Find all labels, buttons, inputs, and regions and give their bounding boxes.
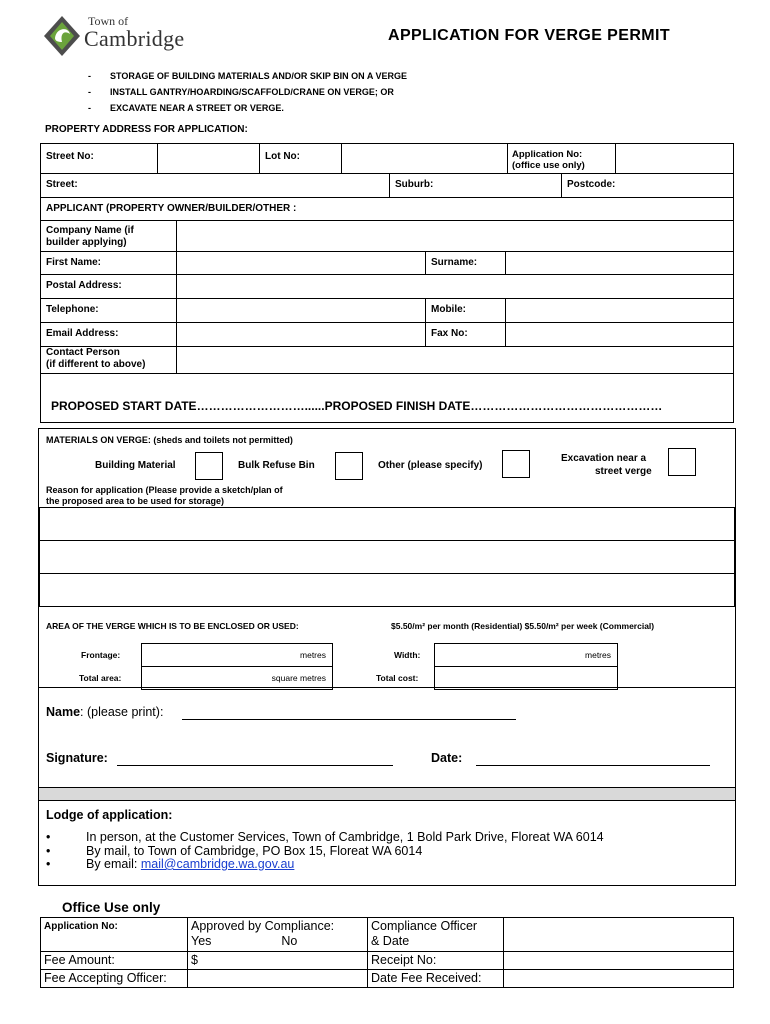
suburb-label: Suburb: (395, 179, 434, 190)
excavation-label-2: street verge (595, 466, 652, 477)
email-field[interactable] (178, 323, 424, 345)
officer-value[interactable] (504, 918, 734, 952)
fee-amount-value[interactable]: $ (188, 952, 368, 970)
date-fee-label: Date Fee Received: (368, 970, 504, 988)
receipt-value[interactable] (504, 952, 734, 970)
lodge-item: • By mail, to Town of Cambridge, PO Box 15, Floreat WA 6014 (46, 843, 423, 858)
other-checkbox[interactable] (502, 450, 530, 478)
logo-small-text: Town of (88, 14, 129, 28)
applicant-form (40, 143, 734, 423)
mobile-field[interactable] (507, 299, 732, 321)
purpose-item: - STORAGE OF BUILDING MATERIALS AND/OR SKIP BIN ON A VERGE (88, 71, 408, 81)
purpose-list (88, 68, 407, 116)
total-cost-label: Total cost: (376, 673, 419, 683)
office-application-no: Application No: (41, 918, 188, 952)
receipt-label: Receipt No: (368, 952, 504, 970)
telephone-label: Telephone: (46, 304, 99, 315)
area-heading: AREA OF THE VERGE WHICH IS TO BE ENCLOSED OR USED: (46, 621, 299, 631)
suburb-field[interactable] (451, 174, 559, 196)
street-field[interactable] (101, 174, 388, 196)
name-line[interactable] (182, 719, 516, 720)
excavation-label: Excavation near a (561, 453, 647, 464)
frontage-unit: metres (300, 650, 326, 660)
surname-label: Surname: (431, 257, 478, 268)
date-label: Date: (431, 751, 463, 765)
company-label: Company Name (if (46, 225, 134, 236)
materials-form (38, 428, 736, 788)
bulk-bin-label: Bulk Refuse Bin (238, 460, 315, 471)
contact-label: Contact Person (46, 347, 120, 358)
officer-cell: Compliance Officer & Date (368, 918, 504, 952)
email-link[interactable]: mail@cambridge.wa.gov.au (140, 857, 295, 871)
reason-label-2: the proposed area to be used for storage) (46, 496, 225, 506)
area-rates: $5.50/m² per month (Residential) $5.50/m² per week (Commercial) (391, 621, 655, 631)
signature-label: Signature: (46, 751, 108, 765)
lot-no-label: Lot No: (265, 151, 300, 162)
proposed-dates: PROPOSED START DATE………………………......PROPOSED FINISH DATE………………………………………… (51, 399, 663, 413)
total-area-label: Total area: (79, 673, 122, 683)
applicant-heading: APPLICANT (PROPERTY OWNER/BUILDER/OTHER : (46, 203, 297, 214)
contact-label-note: (if different to above) (46, 359, 146, 370)
email-label: Email Address: (46, 328, 119, 339)
signature-line[interactable] (117, 765, 393, 766)
purpose-item: - INSTALL GANTRY/HOARDING/SCAFFOLD/CRANE ON VERGE; OR (88, 87, 394, 97)
fax-field[interactable] (507, 323, 732, 345)
building-material-checkbox[interactable] (195, 452, 223, 480)
lodge-list (46, 831, 604, 872)
company-field[interactable] (178, 221, 732, 250)
street-no-field[interactable] (159, 145, 258, 172)
fee-officer-value[interactable] (188, 970, 368, 988)
fee-officer-label: Fee Accepting Officer: (41, 970, 188, 988)
excavation-checkbox[interactable] (668, 448, 696, 476)
office-heading: Office Use only (62, 900, 161, 915)
surname-field[interactable] (507, 252, 732, 274)
other-label: Other (please specify) (378, 460, 483, 471)
name-row: Name: (please print): (46, 705, 164, 719)
property-heading: PROPERTY ADDRESS FOR APPLICATION: (45, 124, 248, 135)
purpose-item: - EXCAVATE NEAR A STREET OR VERGE. (88, 103, 284, 113)
grey-divider (39, 788, 735, 801)
postcode-label: Postcode: (567, 179, 616, 190)
width-field[interactable] (434, 643, 618, 667)
date-fee-value[interactable] (504, 970, 734, 988)
width-label: Width: (394, 650, 421, 660)
logo-name: Cambridge (84, 26, 185, 51)
application-no-label: Application No: (512, 149, 583, 160)
reason-line-1[interactable] (39, 507, 735, 541)
frontage-label: Frontage: (81, 650, 121, 660)
office-use-note: (office use only) (512, 160, 585, 171)
office-table (40, 917, 734, 988)
frontage-field[interactable] (141, 643, 333, 667)
reason-label: Reason for application (Please provide a sketch/plan of (46, 485, 283, 495)
fax-label: Fax No: (431, 328, 468, 339)
mobile-label: Mobile: (431, 304, 466, 315)
bulk-bin-checkbox[interactable] (335, 452, 363, 480)
contact-field[interactable] (178, 347, 732, 372)
total-area-unit: square metres (271, 673, 326, 683)
postcode-field[interactable] (631, 174, 731, 196)
swan-logo-icon (44, 16, 80, 56)
postal-field[interactable] (178, 275, 732, 297)
lodge-heading: Lodge of application: (46, 808, 173, 822)
page-title: APPLICATION FOR VERGE PERMIT (388, 27, 671, 44)
postal-label: Postal Address: (46, 280, 122, 291)
company-label-note: builder applying) (46, 237, 127, 248)
fee-amount-label: Fee Amount: (41, 952, 188, 970)
date-line[interactable] (476, 765, 710, 766)
lodge-item: • In person, at the Customer Services, Town of Cambridge, 1 Bold Park Drive, Floreat WA 6014 (46, 830, 604, 844)
building-material-label: Building Material (95, 460, 176, 471)
lot-no-field[interactable] (343, 145, 506, 172)
telephone-field[interactable] (178, 299, 424, 321)
materials-heading: MATERIALS ON VERGE: (sheds and toilets not permitted) (46, 435, 293, 445)
reason-line-3[interactable] (39, 573, 735, 607)
street-label: Street: (46, 179, 78, 190)
lodge-section (38, 787, 736, 886)
first-name-field[interactable] (178, 252, 424, 274)
width-unit: metres (585, 650, 611, 660)
street-no-label: Street No: (46, 151, 94, 162)
lodge-item: • By email: mail@cambridge.wa.gov.au (46, 857, 295, 871)
first-name-label: First Name: (46, 257, 102, 268)
reason-line-2[interactable] (39, 540, 735, 574)
approved-cell: Approved by Compliance: Yes No (188, 918, 368, 952)
